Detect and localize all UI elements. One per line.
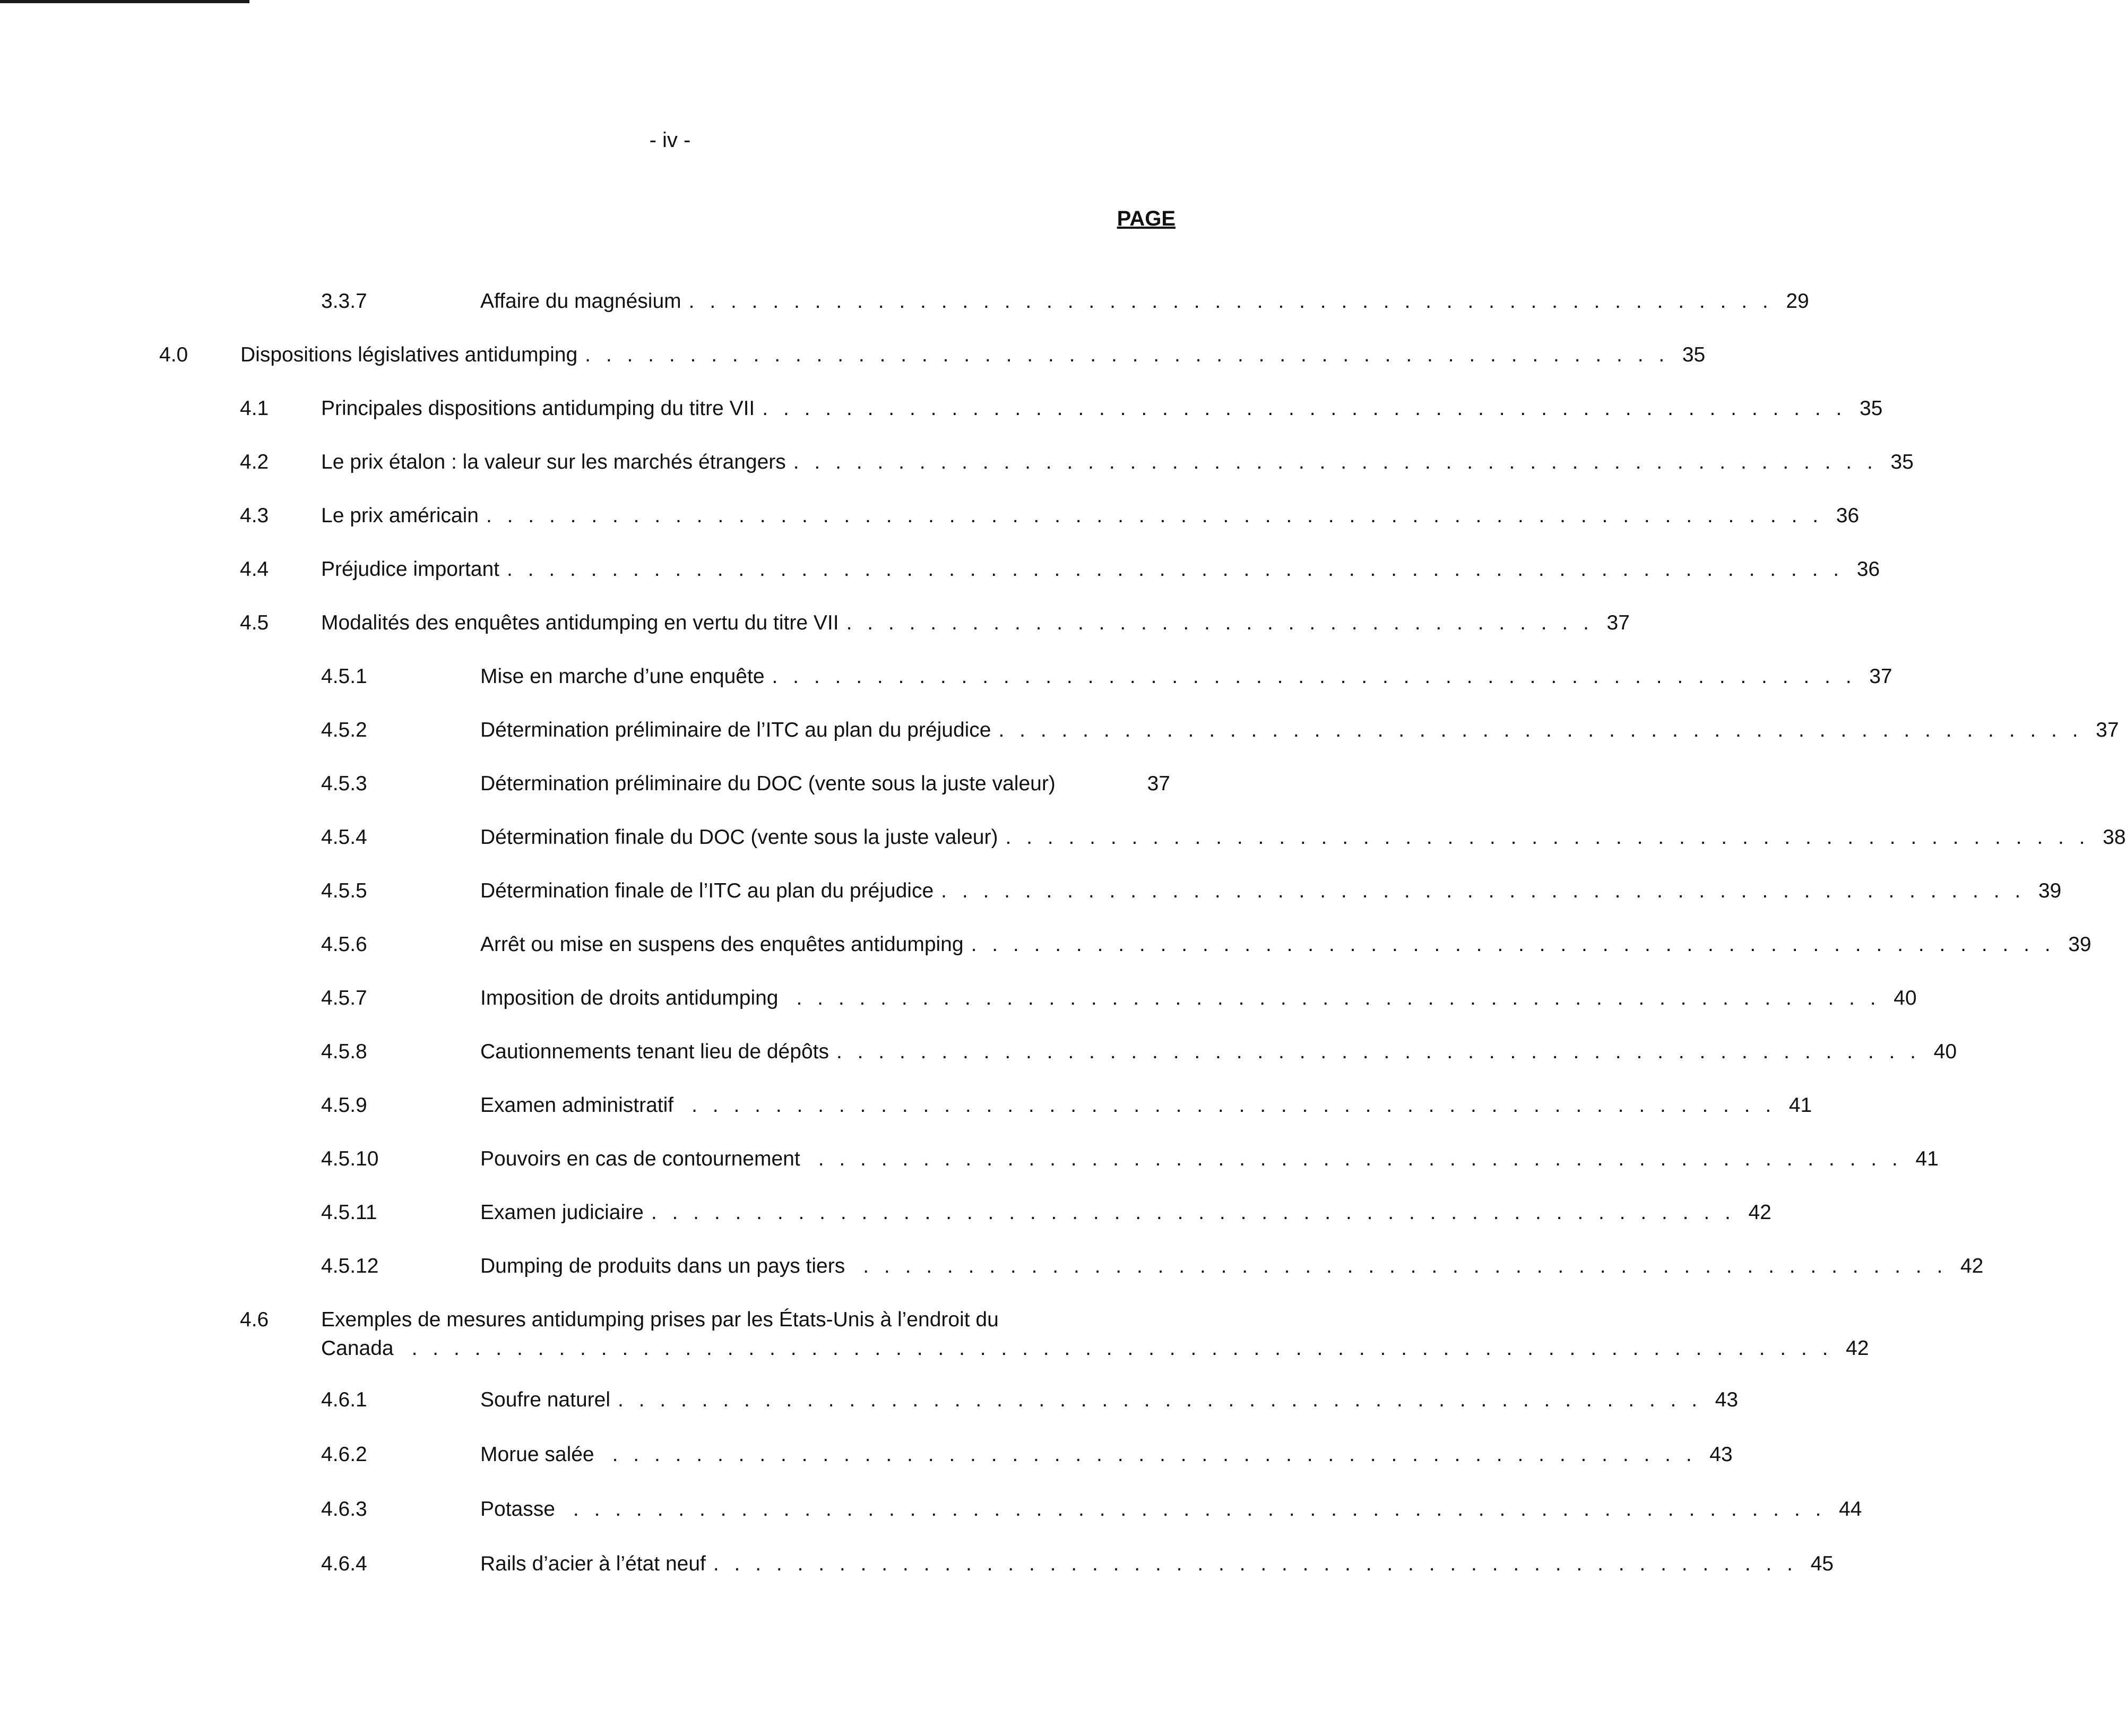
page-column-heading: PAGE (1117, 207, 1176, 230)
toc-entry-page: 40 (1933, 1040, 1957, 1063)
toc-entry-page: 44 (1838, 1498, 1862, 1521)
toc-entry-title: Le prix étalon : la valeur sur les marchés étrangers (321, 451, 786, 473)
toc-dot-leader: . . . . . . . . . . . . . . . . . . . . . . . . . . . . . . . . . . . . . . . . . . . . . . . . . . . . (1005, 826, 2090, 849)
toc-entry-page: 35 (1682, 343, 1706, 366)
toc-entry-page: 40 (1894, 987, 1917, 1009)
toc-entry-title: Détermination préliminaire du DOC (vente sous la juste valeur) (480, 772, 1056, 795)
toc-entry-page: 38 (2103, 826, 2126, 849)
toc-entry-title: Détermination finale de l’ITC au plan du préjudice (480, 879, 934, 902)
toc-entry-page: 35 (1890, 451, 1914, 473)
toc-entry-number: 4.5.4 (321, 826, 367, 849)
toc-dot-leader: . . . . . . . . . . . . . . . . . . . . . . . . . . . . . . . . . . . . (846, 611, 1594, 634)
toc-entry-number: 4.5.11 (321, 1201, 377, 1224)
toc-dot-leader: . . . . . . . . . . . . . . . . . . . . . . . . . . . . . . . . . . . . . . . . . . . . . . . . . . . . . . . . . . . . . . . . (486, 504, 1823, 527)
toc-entry-page: 45 (1810, 1552, 1834, 1575)
toc-entry-number: 4.6.4 (321, 1552, 367, 1575)
toc-entry-page: 29 (1786, 290, 1809, 313)
toc-entry-title: Mise en marche d’une enquête (480, 665, 765, 688)
toc-entry-title: Modalités des enquêtes antidumping en vertu du titre VII (321, 611, 839, 634)
toc-entry-title: Principales dispositions antidumping du titre VII (321, 397, 755, 420)
toc-entry-title: Dumping de produits dans un pays tiers (480, 1255, 845, 1277)
toc-entry-title-line2: Canada (321, 1337, 394, 1360)
toc-entry-page: 42 (1846, 1337, 1869, 1360)
toc-entry-page: 43 (1715, 1388, 1739, 1411)
toc-dot-leader: . . . . . . . . . . . . . . . . . . . . . . . . . . . . . . . . . . . . . . . . . . . . . . . . . . . . (692, 1094, 1776, 1117)
toc-entry-page: 39 (2038, 879, 2062, 902)
toc-dot-leader: . . . . . . . . . . . . . . . . . . . . . . . . . . . . . . . . . . . . . . . . . . . . . . . . . . . . (818, 1147, 1903, 1170)
toc-entry-number: 4.5.2 (321, 719, 367, 741)
toc-dot-leader: . . . . . . . . . . . . . . . . . . . . . . . . . . . . . . . . . . . . . . . . . . . . . . . . . . . . (998, 719, 2083, 741)
toc-dot-leader: . . . . . . . . . . . . . . . . . . . . . . . . . . . . . . . . . . . . . . . . . . . . . . . . . . . . (762, 397, 1847, 420)
toc-entry[interactable] (240, 1306, 1869, 1364)
toc-entry-title: Détermination préliminaire de l’ITC au plan du préjudice (480, 719, 991, 741)
toc-entry-title: Dispositions législatives antidumping (240, 343, 578, 366)
toc-dot-leader: . . . . . . . . . . . . . . . . . . . . . . . . . . . . . . . . . . . . . . . . . . . . . . . . . . . . (618, 1388, 1702, 1411)
toc-entry-title: Examen judiciaire (480, 1201, 644, 1224)
toc-entry-page: 41 (1788, 1094, 1812, 1117)
toc-entry-number: 4.6.3 (321, 1498, 367, 1521)
toc-entry-title: Imposition de droits antidumping (480, 987, 779, 1009)
toc-entry-number: 4.5.8 (321, 1040, 367, 1063)
toc-entry-number: 4.5.6 (321, 933, 367, 956)
toc-entry-number: 4.5.1 (321, 665, 367, 688)
toc-entry-title: Détermination finale du DOC (vente sous la juste valeur) (480, 826, 998, 849)
toc-entry-page: 39 (2068, 933, 2092, 956)
toc-entry-number: 4.5.3 (321, 772, 367, 795)
toc-entry-number: 4.2 (240, 451, 269, 473)
toc-entry-page: 43 (1709, 1443, 1733, 1466)
toc-entry-number: 4.6.1 (321, 1388, 367, 1411)
toc-entry-title: Potasse (480, 1498, 555, 1521)
toc-dot-leader: . . . . . . . . . . . . . . . . . . . . . . . . . . . . . . . . . . . . . . . . . . . . . . . . . . . . (971, 933, 2055, 956)
toc-entry-title: Examen administratif (480, 1094, 674, 1117)
toc-entry-title-line1: Exemples de mesures antidumping prises par les États-Unis à l’endroit du (321, 1308, 999, 1331)
toc-entry-page: 36 (1836, 504, 1860, 527)
toc-entry-number: 4.4 (240, 558, 269, 581)
toc-dot-leader: . . . . . . . . . . . . . . . . . . . . . . . . . . . . . . . . . . . . . . . . . . . . . . . . . . . . (651, 1201, 1735, 1224)
toc-entry-page: 37 (1869, 665, 1892, 688)
toc-dot-leader: . . . . . . . . . . . . . . . . . . . . . . . . . . . . . . . . . . . . . . . . . . . . . . . . . . . . (713, 1552, 1797, 1575)
toc-entry-title: Soufre naturel (480, 1388, 610, 1411)
toc-dot-leader: . . . . . . . . . . . . . . . . . . . . . . . . . . . . . . . . . . . . . . . . . . . . . . . . . . . . (585, 343, 1670, 366)
toc-dot-leader: . . . . . . . . . . . . . . . . . . . . . . . . . . . . . . . . . . . . . . . . . . . . . . . . . . . . . . . . . . . . (573, 1498, 1826, 1521)
toc-entry-number: 4.5.12 (321, 1255, 379, 1277)
toc-entry-number: 3.3.7 (321, 290, 367, 313)
toc-entry-number: 4.5 (240, 611, 269, 634)
toc-entry-title: Rails d’acier à l’état neuf (480, 1552, 706, 1575)
toc-dot-leader: . . . . . . . . . . . . . . . . . . . . . . . . . . . . . . . . . . . . . . . . . . . . . . . . . . . . (863, 1255, 1948, 1277)
toc-entry-title: Préjudice important (321, 558, 499, 581)
toc-dot-leader: . . . . . . . . . . . . . . . . . . . . . . . . . . . . . . . . . . . . . . . . . . . . . . . . . . . . (941, 879, 2026, 902)
toc-entry-number: 4.6 (240, 1308, 269, 1331)
toc-entry-number: 4.5.10 (321, 1147, 379, 1170)
toc-entry-page: 35 (1859, 397, 1883, 420)
toc-entry-page: 37 (1606, 611, 1630, 634)
toc-dot-leader: . . . . . . . . . . . . . . . . . . . . . . . . . . . . . . . . . . . . . . . . . . . . . . . . . . . . (796, 987, 1881, 1009)
toc-entry-number: 4.0 (159, 343, 188, 366)
toc-entry-page: 42 (1748, 1201, 1771, 1224)
toc-entry-number: 4.1 (240, 397, 269, 420)
toc-dot-leader: . . . . . . . . . . . . . . . . . . . . . . . . . . . . . . . . . . . . . . . . . . . . . . . . . . . . . . . . . . . . . . . . . . . . (411, 1337, 1833, 1360)
page-number: - iv - (649, 128, 691, 152)
toc-dot-leader: . . . . . . . . . . . . . . . . . . . . . . . . . . . . . . . . . . . . . . . . . . . . . . . . . . . . (836, 1040, 1921, 1063)
toc-entry-title: Le prix américain (321, 504, 479, 527)
toc-entry-page: 41 (1915, 1147, 1939, 1170)
toc-entry-title: Arrêt ou mise en suspens des enquêtes antidumping (480, 933, 964, 956)
toc-entry-number: 4.5.5 (321, 879, 367, 902)
toc-entry-number: 4.5.9 (321, 1094, 367, 1117)
toc-dot-leader: . . . . . . . . . . . . . . . . . . . . . . . . . . . . . . . . . . . . . . . . . . . . . . . . . . . . (772, 665, 1856, 688)
toc-entry-number: 4.5.7 (321, 987, 367, 1009)
toc-entry-title: Morue salée (480, 1443, 594, 1466)
toc-entry-page: 37 (2096, 719, 2119, 741)
toc-entry-title: Cautionnements tenant lieu de dépôts (480, 1040, 829, 1063)
toc-entry-title: Pouvoirs en cas de contournement (480, 1147, 800, 1170)
toc-dot-leader: . . . . . . . . . . . . . . . . . . . . . . . . . . . . . . . . . . . . . . . . . . . . . . . . . . . . (688, 290, 1773, 313)
toc-entry-page: 37 (1147, 772, 1170, 795)
toc-dot-leader: . . . . . . . . . . . . . . . . . . . . . . . . . . . . . . . . . . . . . . . . . . . . . . . . . . . . (793, 451, 1878, 473)
toc-entry-page: 42 (1960, 1255, 1984, 1277)
toc-dot-leader: . . . . . . . . . . . . . . . . . . . . . . . . . . . . . . . . . . . . . . . . . . . . . . . . . . . . . . . . . . . . . . . . (507, 558, 1844, 581)
toc-entry-title: Affaire du magnésium (480, 290, 681, 313)
toc-entry-number: 4.3 (240, 504, 269, 527)
toc-entry-number: 4.6.2 (321, 1443, 367, 1466)
toc-dot-leader: . . . . . . . . . . . . . . . . . . . . . . . . . . . . . . . . . . . . . . . . . . . . . . . . . . . . (612, 1443, 1697, 1466)
toc-entry-page: 36 (1856, 558, 1880, 581)
